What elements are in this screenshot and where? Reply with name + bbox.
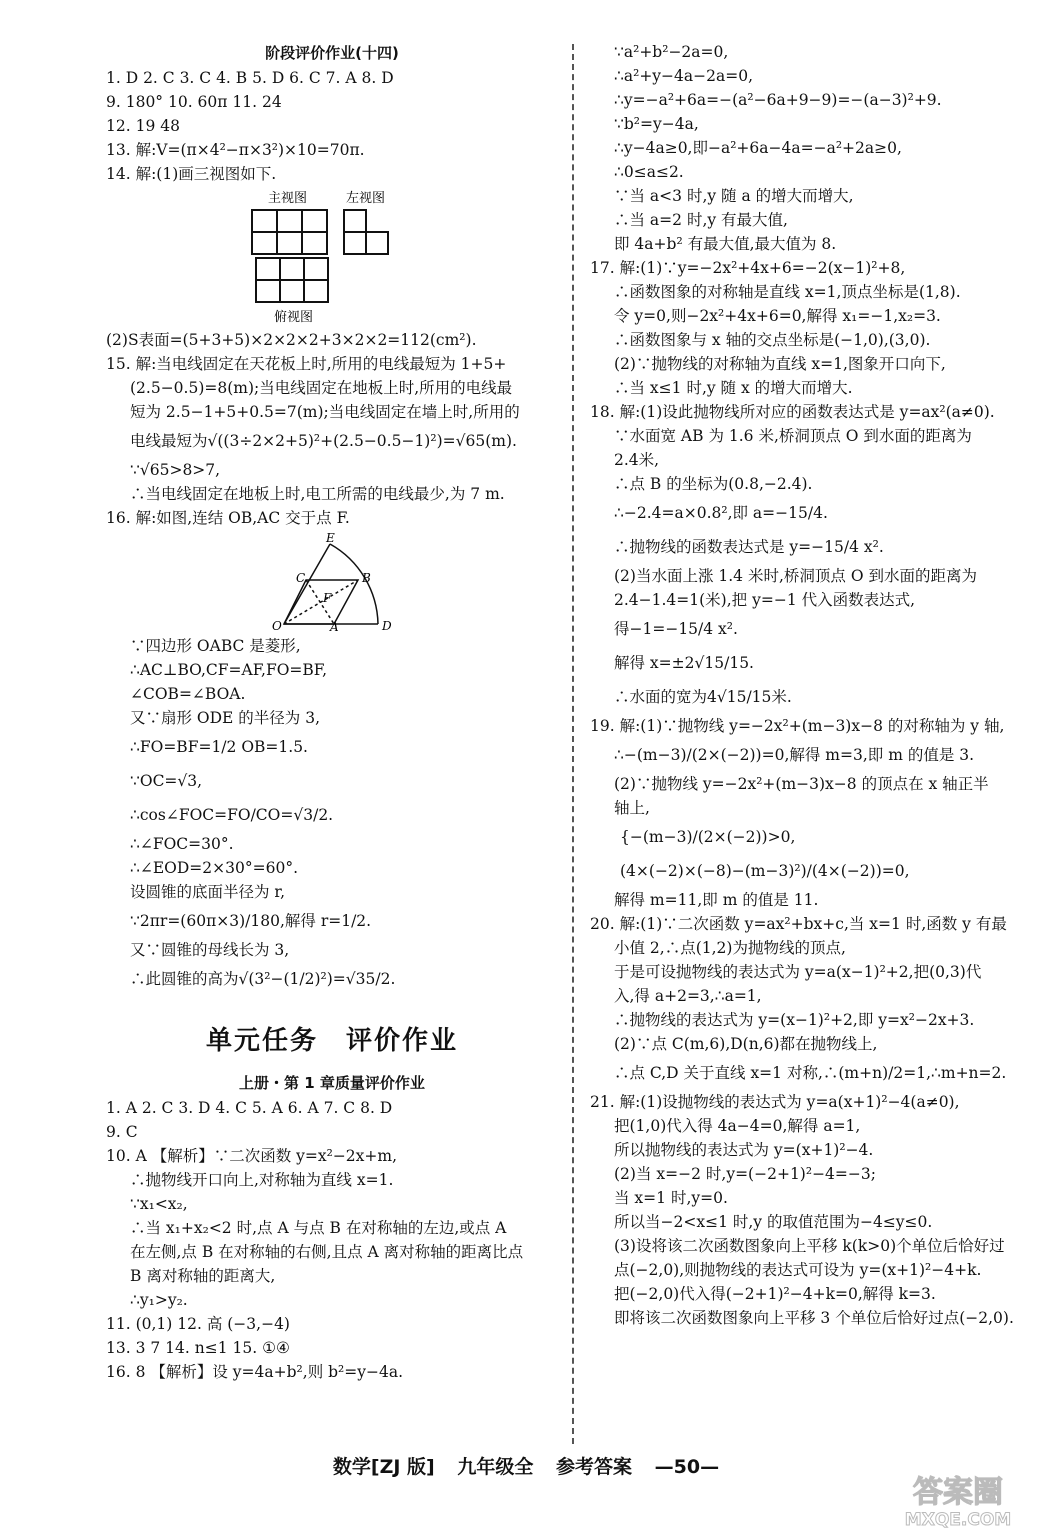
answer-line: 在左侧,点 B 在对称轴的右侧,且点 A 离对称轴的距离比点 bbox=[130, 1243, 524, 1261]
answer-line: 10. A 【解析】∵二次函数 y=x²−2x+m, bbox=[106, 1147, 398, 1165]
answer-line: 令 y=0,则−2x²+4x+6=0,解得 x₁=−1,x₂=3. bbox=[614, 307, 941, 325]
answer-line: 又∵圆锥的母线长为 3, bbox=[130, 941, 290, 959]
section-title-14: 阶段评价作业(十四) bbox=[265, 44, 399, 62]
label-O: O bbox=[272, 619, 282, 632]
answer-line: 13. 3 7 14. n≤1 15. ①④ bbox=[106, 1339, 290, 1357]
answer-line: ∴当 a=2 时,y 有最大值, bbox=[614, 211, 788, 229]
watermark-text-cn: 答案圈 bbox=[913, 1475, 1003, 1510]
answer-line: (4×(−2)×(−8)−(m−3)²)/(4×(−2))=0, bbox=[620, 862, 910, 880]
answer-line: 18. 解:(1)设此抛物线所对应的函数表达式是 y=ax²(a≠0). bbox=[590, 403, 995, 421]
answer-line: ∴∠FOC=30°. bbox=[130, 835, 234, 853]
answer-line: 短为 2.5−1+5+0.5=7(m);当电线固定在墙上时,所用的 bbox=[130, 403, 520, 421]
answer-line: ∴0≤a≤2. bbox=[614, 163, 684, 181]
answer-line: (2)当 x=−2 时,y=(−2+1)²−4=−3; bbox=[614, 1165, 876, 1183]
answer-line: ∴点 C,D 关于直线 x=1 对称,∴(m+n)/2=1,∴m+n=2. bbox=[614, 1064, 1007, 1082]
answer-line: (2)∵抛物线 y=−2x²+(m−3)x−8 的顶点在 x 轴正半 bbox=[614, 775, 989, 793]
answer-line: ∴水面的宽为4√15/15米. bbox=[614, 688, 792, 706]
answer-line: 19. 解:(1)∵抛物线 y=−2x²+(m−3)x−8 的对称轴为 y 轴, bbox=[590, 717, 1005, 735]
footer-page-number: —50— bbox=[654, 1456, 720, 1478]
answer-line: 11. (0,1) 12. 高 (−3,−4) bbox=[106, 1315, 290, 1333]
front-view-label: 主视图 bbox=[268, 191, 308, 206]
answer-line: ∴y=−a²+6a=−(a²−6a+9−9)=−(a−3)²+9. bbox=[614, 91, 942, 109]
answer-line: ∴此圆锥的高为√(3²−(1/2)²)=√35/2. bbox=[130, 970, 396, 988]
three-views-figure bbox=[106, 188, 558, 326]
footer-grade: 九年级全 bbox=[457, 1456, 534, 1478]
answer-line: 当 x=1 时,y=0. bbox=[614, 1189, 728, 1207]
answer-line: ∴a²+y−4a−2a=0, bbox=[614, 67, 754, 85]
answer-line: {−(m−3)/(2×(−2))>0, bbox=[620, 828, 796, 846]
answer-line: 把(1,0)代入得 4a−4=0,解得 a=1, bbox=[614, 1117, 861, 1135]
answer-line: 把(−2,0)代入得(−2+1)²−4+k=0,解得 k=3. bbox=[614, 1285, 936, 1303]
column-divider bbox=[572, 44, 574, 1444]
answer-line: B 离对称轴的距离大, bbox=[130, 1267, 276, 1285]
answer-line: 16. 8 【解析】设 y=4a+b²,则 b²=y−4a. bbox=[106, 1363, 404, 1381]
answer-line: ∵√65>8>7, bbox=[130, 461, 221, 479]
answer-line: (2.5−0.5)=8(m);当电线固定在地板上时,所用的电线最 bbox=[130, 379, 513, 397]
answer-line: 9. C bbox=[106, 1123, 138, 1141]
answer-line: 所以当−2<x≤1 时,y 的取值范围为−4≤y≤0. bbox=[614, 1213, 933, 1231]
answer-line: 轴上, bbox=[614, 799, 650, 817]
answer-line: 又∵扇形 ODE 的半径为 3, bbox=[130, 709, 321, 727]
answer-line: ∴y₁>y₂. bbox=[130, 1291, 188, 1309]
sector-rhombus-figure bbox=[106, 532, 558, 632]
chapter-1-title: 上册・第 1 章质量评价作业 bbox=[239, 1074, 425, 1092]
watermark-text-url: MXQE.COM bbox=[904, 1510, 1012, 1528]
answer-line: (2)S表面=(5+3+5)×2×2×2+3×2×2=112(cm²). bbox=[106, 331, 477, 349]
answer-line: ∵x₁<x₂, bbox=[130, 1195, 188, 1213]
left-column bbox=[106, 40, 558, 1384]
answer-line: ∠COB=∠BOA. bbox=[130, 685, 246, 703]
answer-line: 16. 解:如图,连结 OB,AC 交于点 F. bbox=[106, 509, 350, 527]
answer-line: 解得 m=11,即 m 的值是 11. bbox=[614, 891, 819, 909]
label-F: F bbox=[323, 591, 332, 605]
answer-line: 点(−2,0),则抛物线的表达式可设为 y=(x+1)²−4+k. bbox=[614, 1261, 982, 1279]
answer-line: ∵水面宽 AB 为 1.6 米,桥洞顶点 O 到水面的距离为 bbox=[614, 427, 972, 445]
answer-line: 15. 解:当电线固定在天花板上时,所用的电线最短为 1+5+ bbox=[106, 355, 507, 373]
answer-line: 2.4米, bbox=[614, 451, 660, 469]
answer-line: 21. 解:(1)设抛物线的表达式为 y=a(x+1)²−4(a≠0), bbox=[590, 1093, 960, 1111]
answer-line: 所以抛物线的表达式为 y=(x+1)²−4. bbox=[614, 1141, 874, 1159]
answer-line: 20. 解:(1)∵二次函数 y=ax²+bx+c,当 x=1 时,函数 y 有最 bbox=[590, 915, 1007, 933]
answer-line: ∵2πr=(60π×3)/180,解得 r=1/2. bbox=[130, 912, 372, 930]
answer-line: 13. 解:V=(π×4²−π×3²)×10=70π. bbox=[106, 141, 365, 159]
answer-line: ∴抛物线的函数表达式是 y=−15/4 x². bbox=[614, 538, 884, 556]
answer-line: 2.4−1.4=1(米),把 y=−1 代入函数表达式, bbox=[614, 591, 916, 609]
answer-line: (2)∵点 C(m,6),D(n,6)都在抛物线上, bbox=[614, 1035, 878, 1053]
answer-line: ∴当 x≤1 时,y 随 x 的增大而增大. bbox=[614, 379, 853, 397]
answer-line: ∴FO=BF=1/2 OB=1.5. bbox=[130, 738, 308, 756]
footer-answers: 参考答案 bbox=[556, 1456, 633, 1478]
answer-line: ∴当电线固定在地板上时,电工所需的电线最少,为 7 m. bbox=[130, 485, 505, 503]
answer-line: 9. 180° 10. 60π 11. 24 bbox=[106, 93, 282, 111]
label-D: D bbox=[382, 619, 392, 632]
answer-line: ∵a²+b²−2a=0, bbox=[614, 43, 729, 61]
answer-line: 1. A 2. C 3. D 4. C 5. A 6. A 7. C 8. D bbox=[106, 1099, 393, 1117]
answer-line: ∴函数图象的对称轴是直线 x=1,顶点坐标是(1,8). bbox=[614, 283, 961, 301]
answer-line: (2)当水面上涨 1.4 米时,桥洞顶点 O 到水面的距离为 bbox=[614, 567, 977, 585]
answer-line: 12. 19 48 bbox=[106, 117, 180, 135]
answer-line: 小值 2,∴点(1,2)为抛物线的顶点, bbox=[614, 939, 846, 957]
top-view-label: 俯视图 bbox=[274, 310, 314, 325]
answer-line: 设圆锥的底面半径为 r, bbox=[130, 883, 286, 901]
watermark-logo bbox=[878, 1470, 1038, 1528]
answer-line: 1. D 2. C 3. C 4. B 5. D 6. C 7. A 8. D bbox=[106, 69, 394, 87]
answer-line: ∵四边形 OABC 是菱形, bbox=[130, 637, 301, 655]
answer-line: 即 4a+b² 有最大值,最大值为 8. bbox=[614, 235, 837, 253]
answer-line: 17. 解:(1)∵y=−2x²+4x+6=−2(x−1)²+8, bbox=[590, 259, 906, 277]
answer-line: 于是可设抛物线的表达式为 y=a(x−1)²+2,把(0,3)代 bbox=[614, 963, 982, 981]
label-C: C bbox=[296, 571, 306, 585]
answer-line: 解得 x=±2√15/15. bbox=[614, 654, 754, 672]
left-view-label: 左视图 bbox=[346, 191, 386, 206]
left-view-grid bbox=[344, 210, 388, 254]
answer-line: 14. 解:(1)画三视图如下. bbox=[106, 165, 277, 183]
footer-subject: 数学[ZJ 版] bbox=[332, 1456, 435, 1478]
answer-line: ∴cos∠FOC=FO/CO=√3/2. bbox=[130, 806, 334, 824]
label-E: E bbox=[326, 532, 335, 545]
answer-line: ∵当 a<3 时,y 随 a 的增大而增大, bbox=[614, 187, 854, 205]
answer-line: ∴点 B 的坐标为(0.8,−2.4). bbox=[614, 475, 813, 493]
top-view-grid bbox=[256, 258, 328, 302]
answer-line: ∴抛物线开口向上,对称轴为直线 x=1. bbox=[130, 1171, 394, 1189]
answer-line: ∴函数图象与 x 轴的交点坐标是(−1,0),(3,0). bbox=[614, 331, 931, 349]
front-view-grid bbox=[252, 210, 327, 254]
right-column bbox=[590, 40, 1038, 1330]
answer-line: (2)∵抛物线的对称轴为直线 x=1,图象开口向下, bbox=[614, 355, 946, 373]
answer-line: ∵OC=√3, bbox=[130, 772, 203, 790]
answer-line: ∴y−4a≥0,即−a²+6a−4a=−a²+2a≥0, bbox=[614, 139, 902, 157]
label-A: A bbox=[330, 620, 339, 632]
answer-line: (3)设将该二次函数图象向上平移 k(k>0)个单位后恰好过 bbox=[614, 1237, 1005, 1255]
answer-line: ∴−(m−3)/(2×(−2))=0,解得 m=3,即 m 的值是 3. bbox=[614, 746, 975, 764]
answer-line: 即将该二次函数图象向上平移 3 个单位后恰好过点(−2,0). bbox=[614, 1309, 1014, 1327]
answer-line: ∴∠EOD=2×30°=60°. bbox=[130, 859, 298, 877]
answer-line: ∴−2.4=a×0.8²,即 a=−15/4. bbox=[614, 504, 828, 522]
answer-line: 入,得 a+2=3,∴a=1, bbox=[614, 987, 762, 1005]
answer-line: 电线最短为√((3÷2×2+5)²+(2.5−0.5−1)²)=√65(m). bbox=[130, 432, 517, 450]
label-B: B bbox=[362, 571, 371, 585]
answer-line: ∴AC⊥BO,CF=AF,FO=BF, bbox=[130, 661, 328, 679]
answer-line: ∴当 x₁+x₂<2 时,点 A 与点 B 在对称轴的左边,或点 A bbox=[130, 1219, 507, 1237]
unit-title: 单元任务 评价作业 bbox=[205, 1026, 458, 1056]
answer-line: 得−1=−15/4 x². bbox=[614, 620, 738, 638]
answer-line: ∴抛物线的表达式为 y=(x−1)²+2,即 y=x²−2x+3. bbox=[614, 1011, 975, 1029]
answer-line: ∵b²=y−4a, bbox=[614, 115, 699, 133]
